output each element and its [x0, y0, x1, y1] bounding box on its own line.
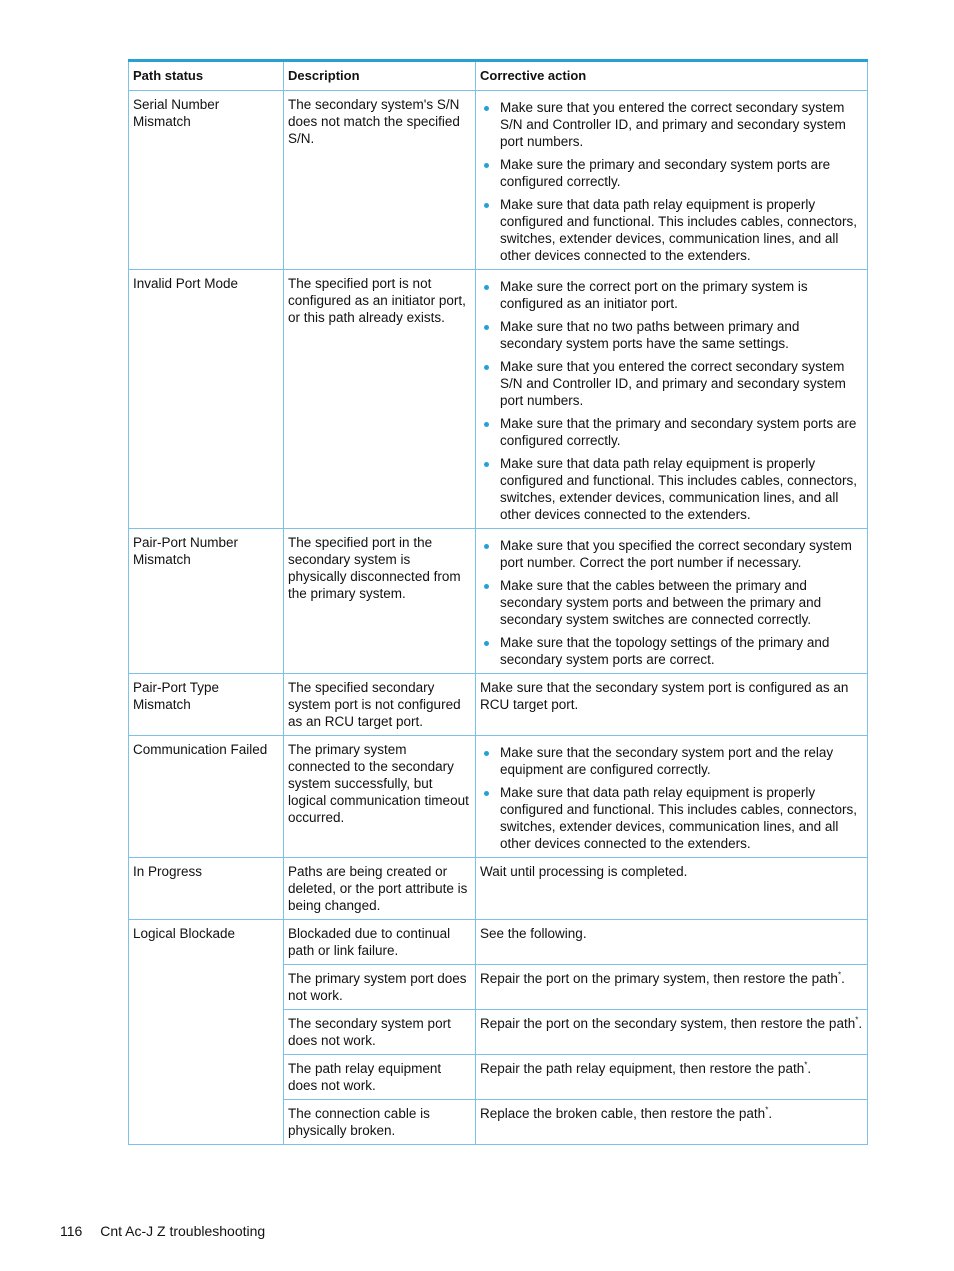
action-item	[480, 415, 863, 449]
action-text: Repair the port on the primary system, then restore the path	[480, 971, 838, 986]
action-text: Make sure that the cables between the primary and secondary system ports and between the primary and secondary system switches are connected correctly.	[500, 578, 822, 627]
footnote-marker: *	[837, 970, 842, 980]
section-title: Cnt Ac-J Z troubleshooting	[100, 1223, 266, 1239]
header-path-status: Path status	[129, 61, 284, 91]
corrective-action-cell	[476, 91, 868, 270]
header-description: Description	[284, 61, 476, 91]
action-text: Replace the broken cable, then restore the path	[480, 1106, 766, 1121]
table-row	[129, 270, 868, 529]
corrective-action-cell: Repair the port on the primary system, then restore the path*.	[476, 965, 868, 1010]
corrective-action-cell: Wait until processing is completed.	[476, 858, 868, 920]
path-status-cell: Pair-Port Type Mismatch	[129, 674, 284, 736]
action-text: Make sure that the primary and secondary system ports are configured correctly.	[500, 416, 857, 448]
table-row	[129, 858, 868, 920]
description-cell: Paths are being created or deleted, or the port attribute is being changed.	[284, 858, 476, 920]
corrective-action-cell	[476, 270, 868, 529]
action-text: Make sure that data path relay equipment is properly configured and functional. This includes cables, connectors, switches, extender devices, communication lines, and all other devices connected to the extenders.	[500, 197, 857, 263]
action-item	[480, 455, 863, 523]
corrective-action-cell: Replace the broken cable, then restore the path*.	[476, 1100, 868, 1145]
path-status-cell: Invalid Port Mode	[129, 270, 284, 529]
bullet-icon	[484, 163, 489, 168]
description-cell: The secondary system port does not work.	[284, 1010, 476, 1055]
path-status-cell: Logical Blockade	[129, 920, 284, 1145]
action-text: Repair the port on the secondary system, then restore the path	[480, 1016, 856, 1031]
action-text: Make sure that the topology settings of the primary and secondary system ports are correct.	[500, 635, 830, 667]
corrective-action-cell: Make sure that the secondary system port is configured as an RCU target port.	[476, 674, 868, 736]
page-footer	[60, 1223, 279, 1240]
action-text: Make sure that you specified the correct secondary system port number. Correct the port number if necessary.	[500, 538, 852, 570]
description-cell: The primary system connected to the secondary system successfully, but logical communication timeout occurred.	[284, 736, 476, 858]
footnote-marker: *	[804, 1060, 808, 1070]
action-text: Make sure that you entered the correct secondary system S/N and Controller ID, and primary and secondary system port numbers.	[500, 359, 846, 408]
bullet-icon	[484, 584, 489, 589]
description-cell: The specified port is not configured as an initiator port, or this path already exists.	[284, 270, 476, 529]
table-row	[129, 529, 868, 674]
action-list	[480, 278, 863, 523]
description-cell: The path relay equipment does not work.	[284, 1055, 476, 1100]
action-text: Repair the path relay equipment, then restore the path	[480, 1061, 805, 1076]
action-text: See the following.	[480, 926, 587, 941]
footnote-marker: *	[855, 1015, 859, 1025]
action-list	[480, 537, 863, 668]
path-status-cell: Communication Failed	[129, 736, 284, 858]
action-text: Make sure that data path relay equipment is properly configured and functional. This includes cables, connectors, switches, extender devices, communication lines, and all other devices connected to the extenders.	[500, 456, 857, 522]
bullet-icon	[484, 285, 489, 290]
bullet-icon	[484, 544, 489, 549]
bullet-icon	[484, 106, 489, 111]
path-status-cell: Serial Number Mismatch	[129, 91, 284, 270]
description-cell: Blockaded due to continual path or link failure.	[284, 920, 476, 965]
table-row	[129, 736, 868, 858]
corrective-action-cell	[476, 920, 868, 965]
description-cell: The specified secondary system port is not configured as an RCU target port.	[284, 674, 476, 736]
table-row	[129, 91, 868, 270]
bullet-icon	[484, 462, 489, 467]
description-cell: The specified port in the secondary system is physically disconnected from the primary system.	[284, 529, 476, 674]
table-body	[129, 91, 868, 1145]
action-item	[480, 784, 863, 852]
path-status-cell: Pair-Port Number Mismatch	[129, 529, 284, 674]
corrective-action-cell: Repair the port on the secondary system, then restore the path*.	[476, 1010, 868, 1055]
page-number: 116	[60, 1223, 83, 1239]
description-cell: The primary system port does not work.	[284, 965, 476, 1010]
table-row	[129, 920, 868, 965]
action-text: Make sure the primary and secondary system ports are configured correctly.	[500, 157, 831, 189]
action-item	[480, 634, 863, 668]
action-item	[480, 537, 863, 571]
action-text: Make sure that the secondary system port and the relay equipment are configured correctly.	[500, 745, 834, 777]
header-corrective-action: Corrective action	[476, 61, 868, 91]
bullet-icon	[484, 365, 489, 370]
action-text: Make sure that data path relay equipment is properly configured and functional. This includes cables, connectors, switches, extender devices, communication lines, and all other devices connected to the extenders.	[500, 785, 857, 851]
corrective-action-cell	[476, 736, 868, 858]
action-text: Make sure that no two paths between primary and secondary system ports have the same settings.	[500, 319, 800, 351]
action-item	[480, 358, 863, 409]
bullet-icon	[484, 791, 489, 796]
bullet-icon	[484, 422, 489, 427]
action-text: Make sure that you entered the correct secondary system S/N and Controller ID, and primary and secondary system port numbers.	[500, 100, 846, 149]
description-cell: The connection cable is physically broken.	[284, 1100, 476, 1145]
action-item	[480, 99, 863, 150]
bullet-icon	[484, 325, 489, 330]
path-status-cell: In Progress	[129, 858, 284, 920]
action-item	[480, 577, 863, 628]
path-status-table	[128, 59, 868, 1145]
action-item	[480, 196, 863, 264]
table-row	[129, 674, 868, 736]
footnote-marker: *	[765, 1105, 769, 1115]
action-list	[480, 744, 863, 852]
bullet-icon	[484, 751, 489, 756]
action-text: Make sure the correct port on the primary system is configured as an initiator port.	[500, 279, 808, 311]
bullet-icon	[484, 203, 489, 208]
action-item	[480, 318, 863, 352]
action-list	[480, 99, 863, 264]
action-item	[480, 744, 863, 778]
action-item	[480, 278, 863, 312]
action-item	[480, 156, 863, 190]
corrective-action-cell	[476, 529, 868, 674]
corrective-action-cell: Repair the path relay equipment, then restore the path*.	[476, 1055, 868, 1100]
description-cell: The secondary system's S/N does not match the specified S/N.	[284, 91, 476, 270]
table-header-row	[129, 61, 868, 91]
bullet-icon	[484, 641, 489, 646]
